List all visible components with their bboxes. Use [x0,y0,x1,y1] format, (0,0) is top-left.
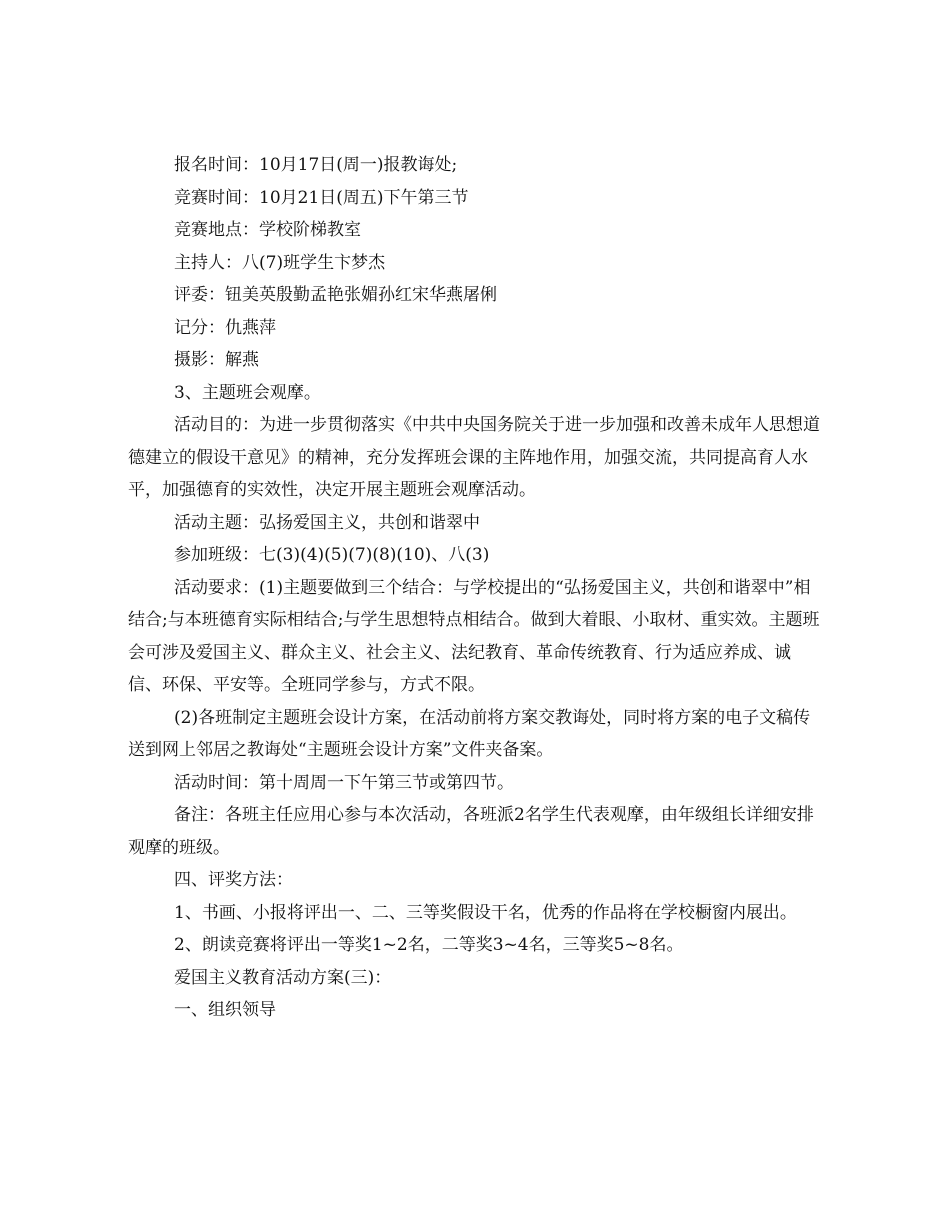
document-body [128,149,823,1027]
paragraph-notes: 备注：各班主任应用心参与本次活动，各班派2名学生代表观摩，由年级组长详细安排观摩的班级。 [128,805,814,858]
paragraph-organization: 一、组织领导 [174,1000,276,1020]
paragraph-scorer: 记分：仇燕萍 [174,317,276,338]
paragraph-photography: 摄影：解燕 [174,350,259,370]
paragraph-section-3: 3、主题班会观摩。 [174,382,321,403]
paragraph-activity-purpose: 活动目的：为进一步贯彻落实《中共中央国务院关于进一步加强和改善未成年人思想道德建立的假设干意见》的精神，充分发挥班会课的主阵地作用，加强交流，共同提高育人水平，加强德育的实效性，决定开展主题班会观摩活动。 [128,415,820,500]
paragraph-host: 主持人：八(7)班学生卞梦杰 [174,252,386,273]
paragraph-plan-3-heading: 爱国主义教育活动方案(三)： [174,967,392,988]
paragraph-award-2: 2、朗读竞赛将评出一等奖1~2名，二等奖3~4名，三等奖5~8名。 [174,935,684,955]
paragraph-participating-classes: 参加班级：七(3)(4)(5)(7)(8)(10)、八(3) [174,545,490,565]
paragraph-activity-time: 活动时间：第十周周一下午第三节或第四节。 [174,772,514,793]
paragraph-section-4: 四、评奖方法： [174,870,293,890]
paragraph-contest-location: 竞赛地点：学校阶梯教室 [174,220,361,240]
paragraph-judges: 评委：钮美英殷勤孟艳张媚孙红宋华燕屠俐 [174,285,497,305]
paragraph-activity-theme: 活动主题：弘扬爱国主义，共创和谐翠中 [174,512,480,533]
paragraph-registration-time: 报名时间：10月17日(周一)报教诲处; [174,155,458,175]
paragraph-contest-time: 竞赛时间：10月21日(周五)下午第三节 [174,187,469,208]
paragraph-activity-requirements: 活动要求：(1)主题要做到三个结合：与学校提出的“弘扬爱国主义，共创和谐翠中”相结合;与本班德育实际相结合;与学生思想特点相结合。做到大着眼、小取材、重实效。主题班会可涉及爱国主义、群众主义、社会主义、法纪教育、革命传统教育、行为适应养成、诚信、环保、平安等。全班同学参与，方式不限。 [128,577,820,695]
paragraph-requirement-2: (2)各班制定主题班会设计方案，在活动前将方案交教诲处，同时将方案的电子文稿传送到网上邻居之教诲处“主题班会设计方案”文件夹备案。 [128,707,811,760]
paragraph-award-1: 1、书画、小报将评出一、二、三等奖假设干名，优秀的作品将在学校橱窗内展出。 [174,902,797,923]
